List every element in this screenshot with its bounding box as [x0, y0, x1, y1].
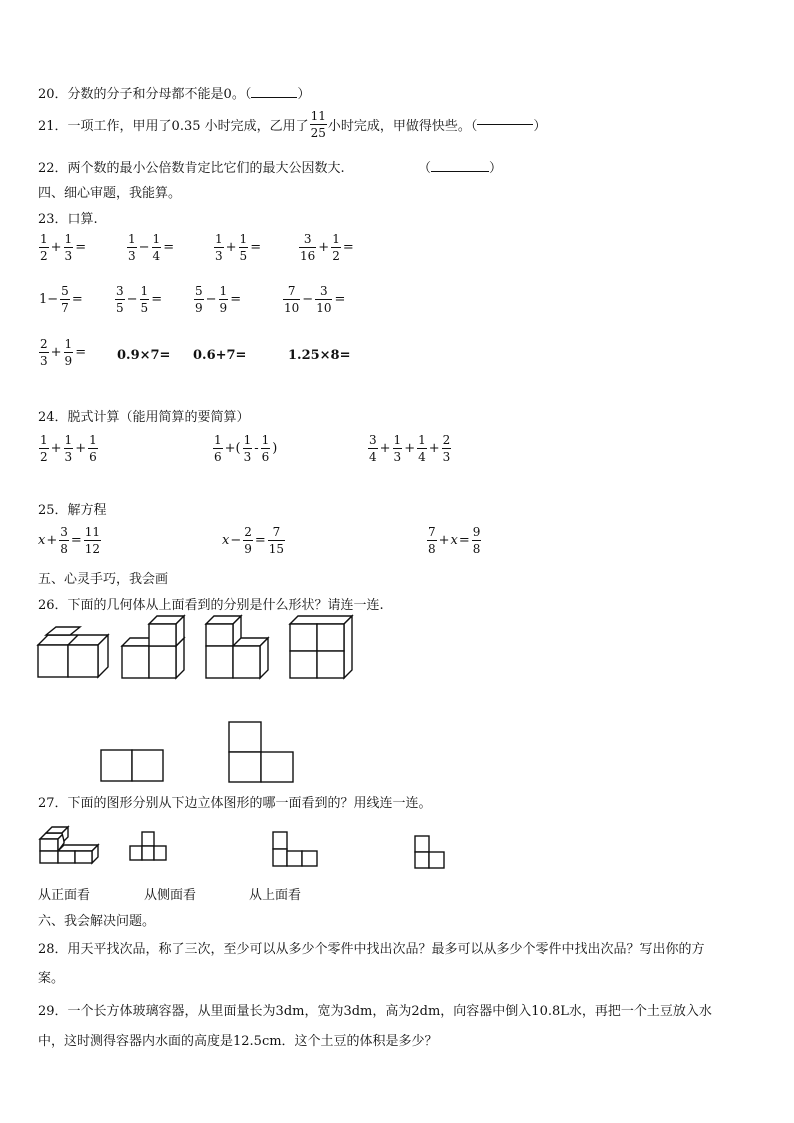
q20-close: ）: [297, 87, 311, 102]
fraction: $\frac{1}{3}$: [128, 232, 136, 263]
fraction: $\frac{1}{3}$: [215, 232, 223, 263]
q22-text: 22．两个数的最小公倍数肯定比它们的最大公因数大.: [38, 161, 345, 176]
q24-expr-3: $\frac{3}{4}$ + $\frac{1}{3}$ + $\frac{1}{4}$ + $\frac{2}{3}$: [369, 433, 451, 464]
solid-4-figure[interactable]: [290, 616, 354, 680]
q29-line-1: 29．一个长方体玻璃容器，从里面量长为3dm，宽为3dm，高为2dm，向容器中倒入10.8L水，再把一个土豆放入水: [38, 1004, 712, 1019]
label-front-view: 从正面看: [38, 888, 91, 903]
q23-r3-frac: $\frac{2}{3}$ + $\frac{1}{9}$ =: [40, 337, 87, 368]
q21-text-a: 21．一项工作，甲用了0.35 小时完成，乙用了: [38, 119, 309, 134]
q20-text: 20．分数的分子和分母都不能是0。（: [38, 87, 252, 102]
q23-expr-0.6+7: 0.6+7=: [193, 348, 247, 363]
fraction: $\frac{11}{25}$: [310, 109, 326, 140]
q28-line-2: 案。: [38, 971, 65, 986]
fraction: $\frac{1}{5}$: [140, 284, 149, 315]
fraction: $\frac{3}{10}$: [316, 284, 332, 315]
label-side-view: 从侧面看: [144, 888, 197, 903]
solid-1-figure[interactable]: [38, 630, 108, 680]
q23-expr: 1− $\frac{5}{7}$ =: [39, 284, 83, 315]
answer-blank[interactable]: [431, 171, 489, 172]
solid-2-figure[interactable]: [122, 616, 186, 680]
fraction: $\frac{5}{9}$: [195, 284, 203, 315]
q25-eq-1: x + $\frac{3}{8}$ = $\frac{11}{12}$: [38, 525, 101, 556]
q24-title: 24．脱式计算（能用简算的要简算）: [38, 410, 250, 425]
solid-3-figure[interactable]: [206, 616, 270, 680]
question-22: [38, 157, 345, 176]
q23-expr-0.9x7: 0.9×7=: [117, 348, 171, 363]
question-21: [38, 110, 546, 139]
q23-expr: $\frac{3}{5}$ − $\frac{1}{5}$ =: [116, 284, 163, 315]
top-view-two-squares[interactable]: [101, 750, 165, 784]
fraction: $\frac{1}{5}$: [239, 232, 248, 263]
q25-eq-2: x − $\frac{2}{9}$ = $\frac{7}{15}$: [222, 525, 285, 556]
q23-expr: $\frac{1}{3}$ − $\frac{1}{4}$ =: [128, 232, 175, 263]
q21-close: ）: [533, 119, 547, 134]
q23-expr: $\frac{3}{16}$ + $\frac{1}{2}$ =: [300, 232, 354, 263]
fraction: $\frac{7}{10}$: [284, 284, 300, 315]
q25-title: 25．解方程: [38, 503, 107, 518]
fraction: $\frac{1}{2}$: [40, 232, 48, 263]
q24-expr-2: $\frac{1}{6}$ +( $\frac{1}{3}$ - $\frac{1}{6}$ ): [214, 433, 278, 464]
top-view-l-shape[interactable]: [229, 722, 295, 784]
q26-text: 26．下面的几何体从上面看到的分别是什么形状？请连一连.: [38, 598, 384, 613]
q22-answer: （ ）: [418, 161, 503, 176]
fraction: $\frac{1}{4}$: [152, 232, 161, 263]
section-5-heading: 五、心灵手巧，我会画: [38, 572, 169, 587]
view-side[interactable]: [273, 832, 321, 868]
q23-expr: $\frac{1}{3}$ + $\frac{1}{5}$ =: [215, 232, 262, 263]
fraction: $\frac{1}{3}$: [64, 232, 73, 263]
answer-blank[interactable]: [477, 124, 533, 125]
q23-expr: $\frac{1}{2}$ + $\frac{1}{3}$ =: [40, 232, 87, 263]
q27-solid-figure[interactable]: [40, 826, 100, 866]
label-top-view: 从上面看: [249, 888, 302, 903]
q29-line-2: 中，这时测得容器内水面的高度是12.5cm．这个土豆的体积是多少？: [38, 1034, 438, 1049]
q21-text-b: 小时完成，甲做得快些。（: [327, 119, 478, 134]
fraction: $\frac{5}{7}$: [61, 284, 69, 315]
section-6-heading: 六、我会解决问题。: [38, 914, 156, 929]
q23-expr: $\frac{7}{10}$ − $\frac{3}{10}$ =: [284, 284, 346, 315]
q23-expr: $\frac{5}{9}$ − $\frac{1}{9}$ =: [195, 284, 242, 315]
fraction: $\frac{3}{5}$: [116, 284, 124, 315]
fraction: $\frac{1}{2}$: [332, 232, 340, 263]
q23-expr-1.25x8: 1.25×8=: [288, 348, 351, 363]
answer-blank[interactable]: [251, 97, 297, 98]
fraction: $\frac{3}{16}$: [300, 232, 316, 263]
question-20: [38, 83, 310, 102]
q27-text: 27．下面的图形分别从下边立体图形的哪一面看到的？用线连一连。: [38, 796, 432, 811]
view-top[interactable]: [415, 836, 449, 872]
q25-eq-3: $\frac{7}{8}$ + x = $\frac{9}{8}$: [428, 525, 481, 556]
view-front[interactable]: [130, 832, 170, 864]
section-4-heading: 四、细心审题，我能算。: [38, 186, 182, 201]
fraction: $\frac{1}{9}$: [219, 284, 228, 315]
q28-line-1: 28．用天平找次品，称了三次，至少可以从多少个零件中找出次品？最多可以从多少个零件中找出次品？写出你的方: [38, 942, 705, 957]
q24-expr-1: $\frac{1}{2}$ + $\frac{1}{3}$ + $\frac{1}{6}$: [40, 433, 97, 464]
q23-title: 23．口算.: [38, 212, 98, 227]
